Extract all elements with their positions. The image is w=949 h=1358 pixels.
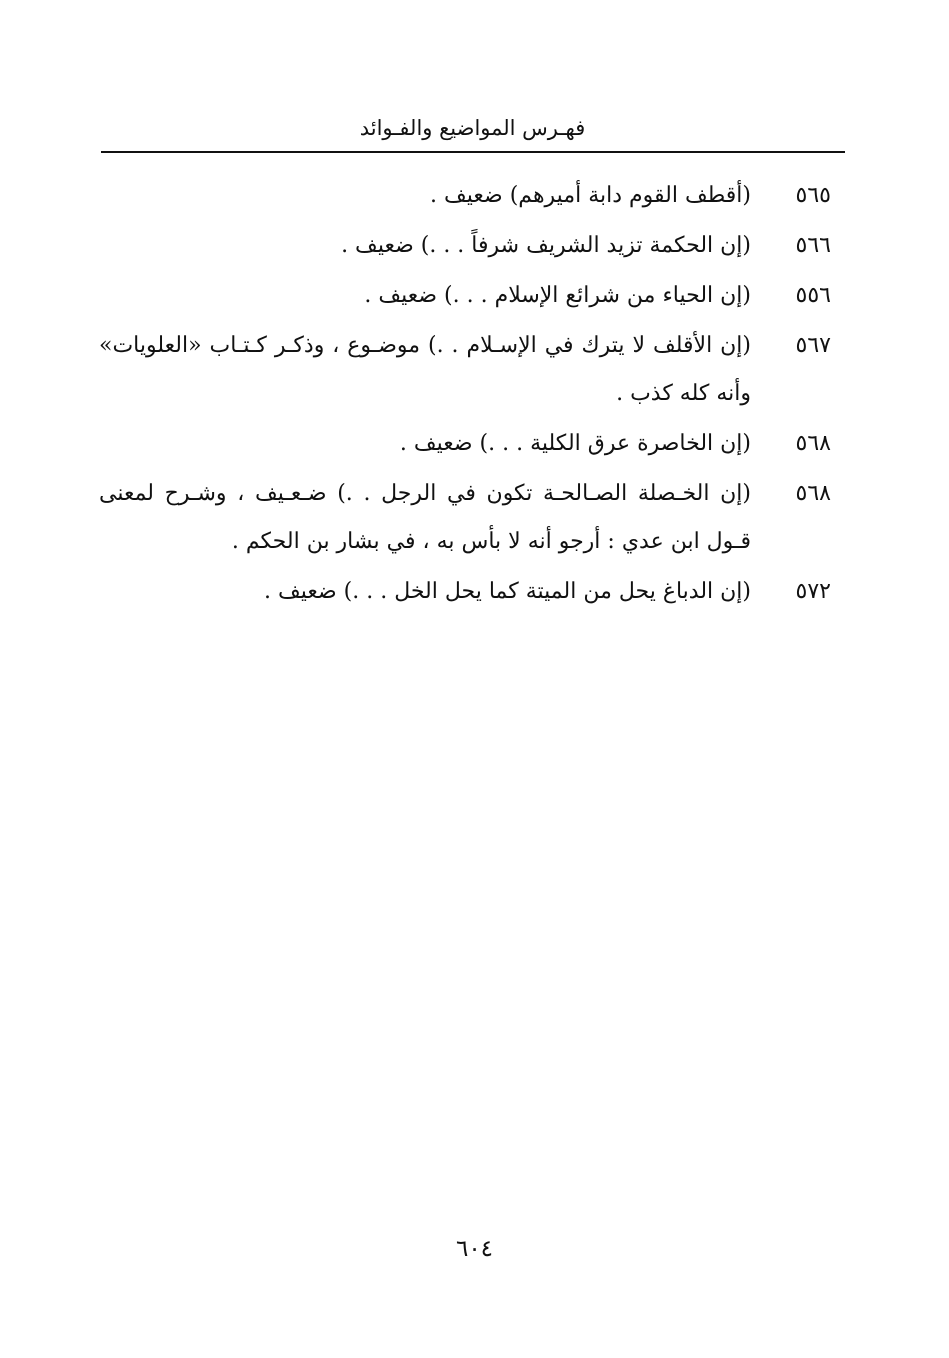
entry-number: ٥٦٥ [795,183,831,208]
index-entry [99,322,831,418]
entry-text: (إن الحكمة تزيد الشريف شرفاً . . .) ضعيف . [341,233,751,258]
index-entry [99,172,831,220]
entry-text: (إن الخاصرة عرق الكلية . . .) ضعيف . [399,431,751,456]
index-entry [99,272,831,320]
running-head: فهـرس المواضيع والفـوائد [359,116,586,140]
entry-number: ٥٦٨ [795,481,831,506]
entry-text: (إن الحياء من شرائع الإسلام . . .) ضعيف . [364,283,751,308]
index-entry [99,420,831,468]
index-entry [99,470,831,566]
entry-number: ٥٧٢ [795,579,831,604]
entry-text: (إن الخـصلة الصـالحـة تكون في الرجل . .) ضـعـيف ، وشـرح لمعنى قـول ابن عدي : أرجو أنه لا بأس به ، في بشار بن الحكم . [99,481,751,554]
entry-number: ٥٦٧ [795,333,831,358]
entry-text: (إن الأقلف لا يترك في الإسـلام . .) موضـوع ، وذكـر كـتـاب «العلويات» وأنه كله كذب . [99,333,751,406]
entry-number: ٥٦٨ [795,431,831,456]
page-number: ٦٠٤ [455,1236,494,1262]
entry-text: (أقطف القوم دابة أميرهم) ضعيف . [430,183,751,208]
entry-number: ٥٦٦ [795,233,831,258]
index-entry [99,568,831,616]
index-entry [99,222,831,270]
entry-text: (إن الدباغ يحل من الميتة كما يحل الخل . . .) ضعيف . [263,579,751,604]
header-rule [101,151,845,153]
entry-number: ٥٥٦ [795,283,831,308]
index-entries [99,172,831,618]
